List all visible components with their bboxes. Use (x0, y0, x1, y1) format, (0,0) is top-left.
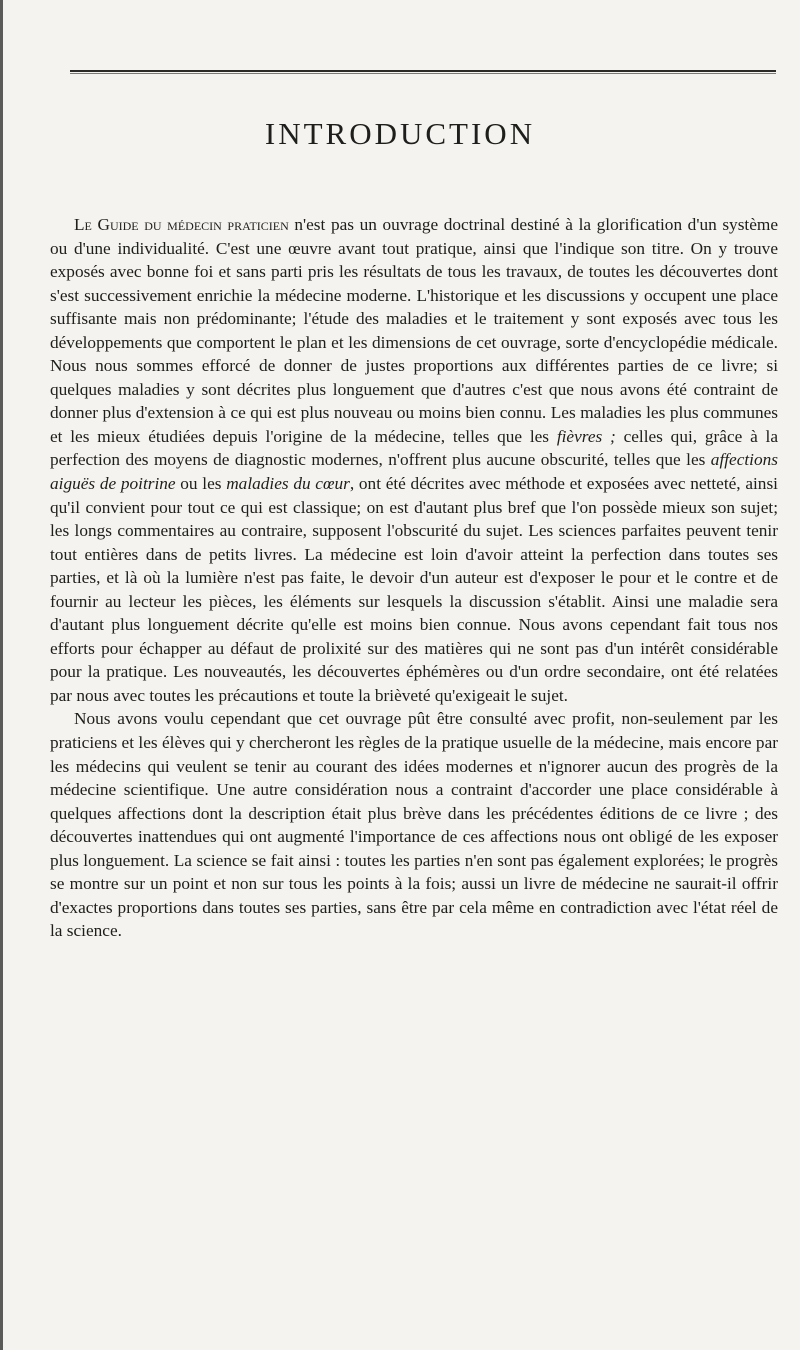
page-title: INTRODUCTION (264, 116, 536, 151)
italic-term: affections aiguës de poitrine (50, 450, 778, 494)
header-rule-thin (70, 73, 776, 74)
book-title-smallcaps: Le Guide du médecin praticien (74, 215, 289, 234)
text-run: celles qui, grâce à la perfection des moyens de diagnostic modernes, n'offrent plus aucune obscurité, telles que les (50, 426, 778, 470)
header-rule (70, 70, 776, 72)
body-text (50, 213, 778, 943)
text-run: , ont été décrites avec méthode et exposées avec netteté, ainsi qu'il convient pour tout ce qui est classique; on est d'autant plus bref que l'on possède mieux son sujet; les longs commentaires au contraire, supposent l'obscurité du sujet. Les sciences parfaites peuvent tenir tout entières dans de petits livres. La médecine est loin d'avoir atteint la perfection dans toutes ses parties, et là où la lumière n'est pas faite, le devoir d'un auteur est d'exposer le pour et le contre et de fournir au lecteur les pièces, les éléments sur lesquels la discussion s'établit. Ainsi une maladie sera d'autant plus longuement décrite qu'elle est moins bien connue. Nous avons cependant fait tous nos efforts pour échapper au défaut de prolixité sur des matières qui ne sont pas d'un intérêt considérable pour la pratique. Les nouveautés, les découvertes éphémères ou d'un ordre secondaire, ont été relatées par nous avec toutes les précautions et toute la brièveté qu'exigeait le sujet. (50, 474, 778, 705)
paragraph-2: Nous avons voulu cependant que cet ouvrage pût être consulté avec profit, non-seulement par les praticiens et les élèves qui y chercheront les règles de la pratique usuelle de la médecine, mais encore par les médecins qui veulent se tenir au courant des idées modernes et n'ignorer aucun des progrès de la médecine scientifique. Une autre considération nous a contraint d'accorder une place considérable à quelques affections dont la description était plus brève dans les précédentes éditions de ce livre ; des découvertes inattendues qui ont augmenté l'importance de ces affections nous ont obligé de les exposer plus longuement. La science se fait ainsi : toutes les parties n'en sont pas également explorées; le progrès se montre sur un point et non sur tous les points à la fois; aussi un livre de médecine ne saurait-il offrir d'exactes proportions dans toutes ses parties, sans être par cela même en contradiction avec l'état réel de la science. (50, 709, 778, 941)
paragraph-1 (50, 213, 778, 707)
page-edge-shadow (0, 0, 3, 1350)
text-run: n'est pas un ouvrage doctrinal destiné à la glorification d'un système ou d'une individualité. C'est une œuvre avant tout pratique, ainsi que l'indique son titre. On y trouve exposés avec bonne foi et sans parti pris les résultats de tous les travaux, de toutes les découvertes dont s'est successivement enrichie la médecine moderne. L'historique et les discussions y occupent une place suffisante mais non prédominante; l'étude des maladies et le traitement y sont exposés avec tous les développements que comportent le plan et les dimensions de cet ouvrage, sorte d'encyclopédie médicale. Nous nous sommes efforcé de donner de justes proportions aux différentes parties de ce livre; si quelques maladies y sont décrites plus longuement que d'autres c'est que nous avons été contraint de donner plus d'extension à ce qui est plus nouveau ou moins bien connu. Les maladies les plus communes et les mieux étudiées depuis l'origine de la médecine, telles que les (50, 215, 779, 446)
text-run: ou les (175, 474, 227, 494)
italic-term: fièvres ; (556, 426, 616, 446)
italic-term: maladies du cœur (226, 474, 350, 494)
